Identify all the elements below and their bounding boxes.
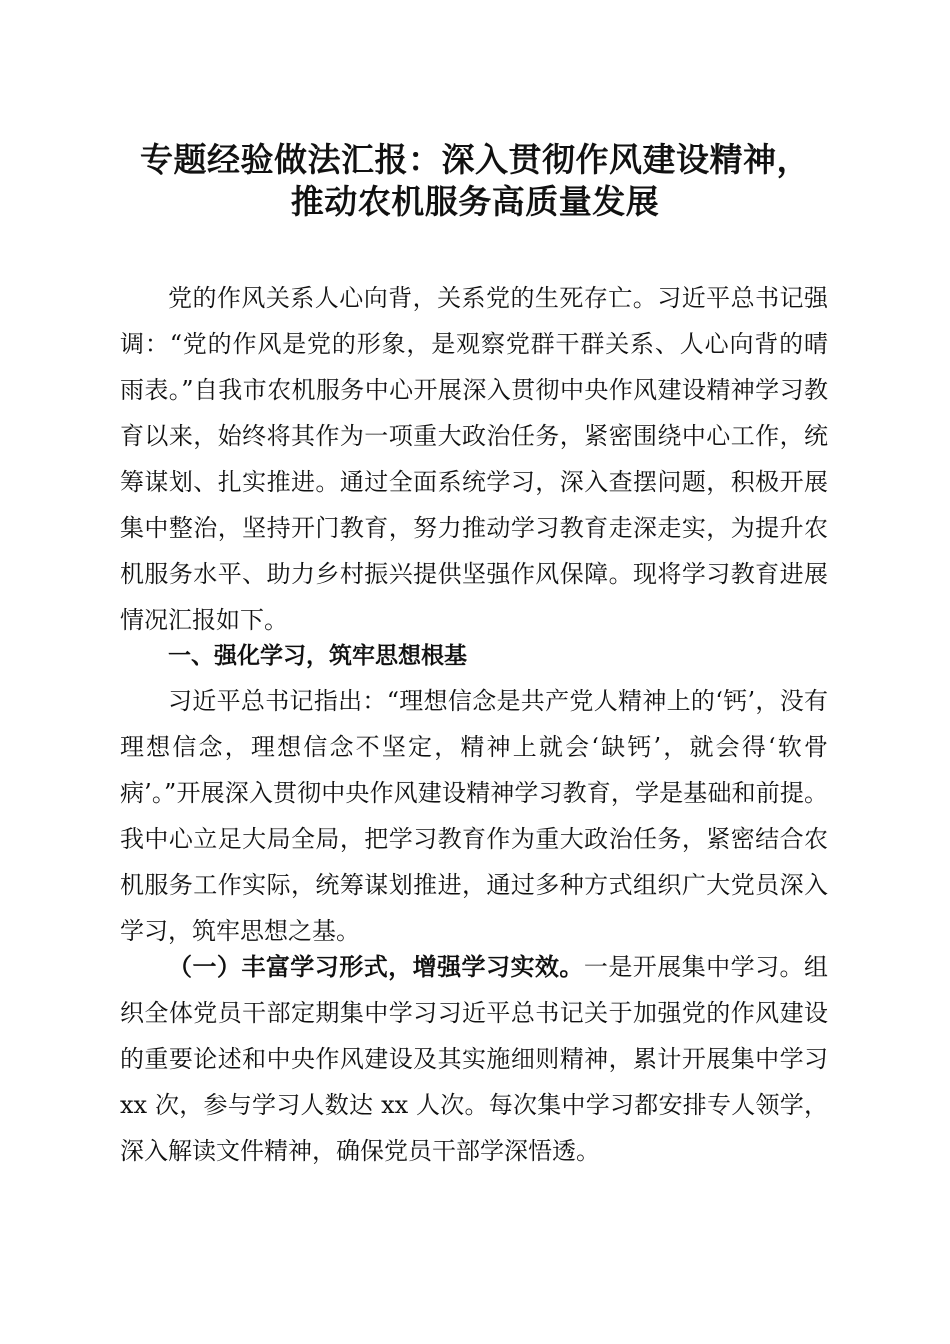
subsection-1-lead: （一）丰富学习形式，增强学习实效。 — [168, 952, 584, 981]
document-title-line-1: 专题经验做法汇报：深入贯彻作风建设精神， — [140, 140, 810, 179]
document-title-line-2: 推动农机服务高质量发展 — [290, 182, 660, 221]
intro-paragraph: 党的作风关系人心向背，关系党的生死存亡。习近平总书记强调：“党的作风是党的形象，是观察党群干群关系、人心向背的晴雨表。”自我市农机服务中心开展深入贯彻中央作风建设精神学习教育以来，始终将其作为一项重大政治任务，紧密围绕中心工作，统筹谋划、扎实推进。通过全面系统学习，深入查摆问题，积极开展集中整治，坚持开门教育，努力推动学习教育走深走实，为提升农机服务水平、助力乡村振兴提供坚强作风保障。现将学习教育进展情况汇报如下。 — [120, 284, 828, 634]
subsection-1-paragraph — [120, 944, 828, 1174]
subsection-1-text: 一是开展集中学习。组织全体党员干部定期集中学习习近平总书记关于加强党的作风建设的重要论述和中央作风建设及其实施细则精神，累计开展集中学习 xx 次，参与学习人数达 xx 人次。每次集中学习都安排专人领学，深入解读文件精神，确保党员干部学深悟透。 — [120, 953, 829, 1165]
section-heading-1: 一、强化学习，筑牢思想根基 — [168, 643, 467, 669]
section-1-paragraph: 习近平总书记指出：“理想信念是共产党人精神上的‘钙’，没有理想信念，理想信念不坚定，精神上就会‘缺钙’，就会得‘软骨病’。”开展深入贯彻中央作风建设精神学习教育，学是基础和前提。我中心立足大局全局，把学习教育作为重大政治任务，紧密结合农机服务工作实际，统筹谋划推进，通过多种方式组织广大党员深入学习，筑牢思想之基。 — [120, 687, 828, 945]
